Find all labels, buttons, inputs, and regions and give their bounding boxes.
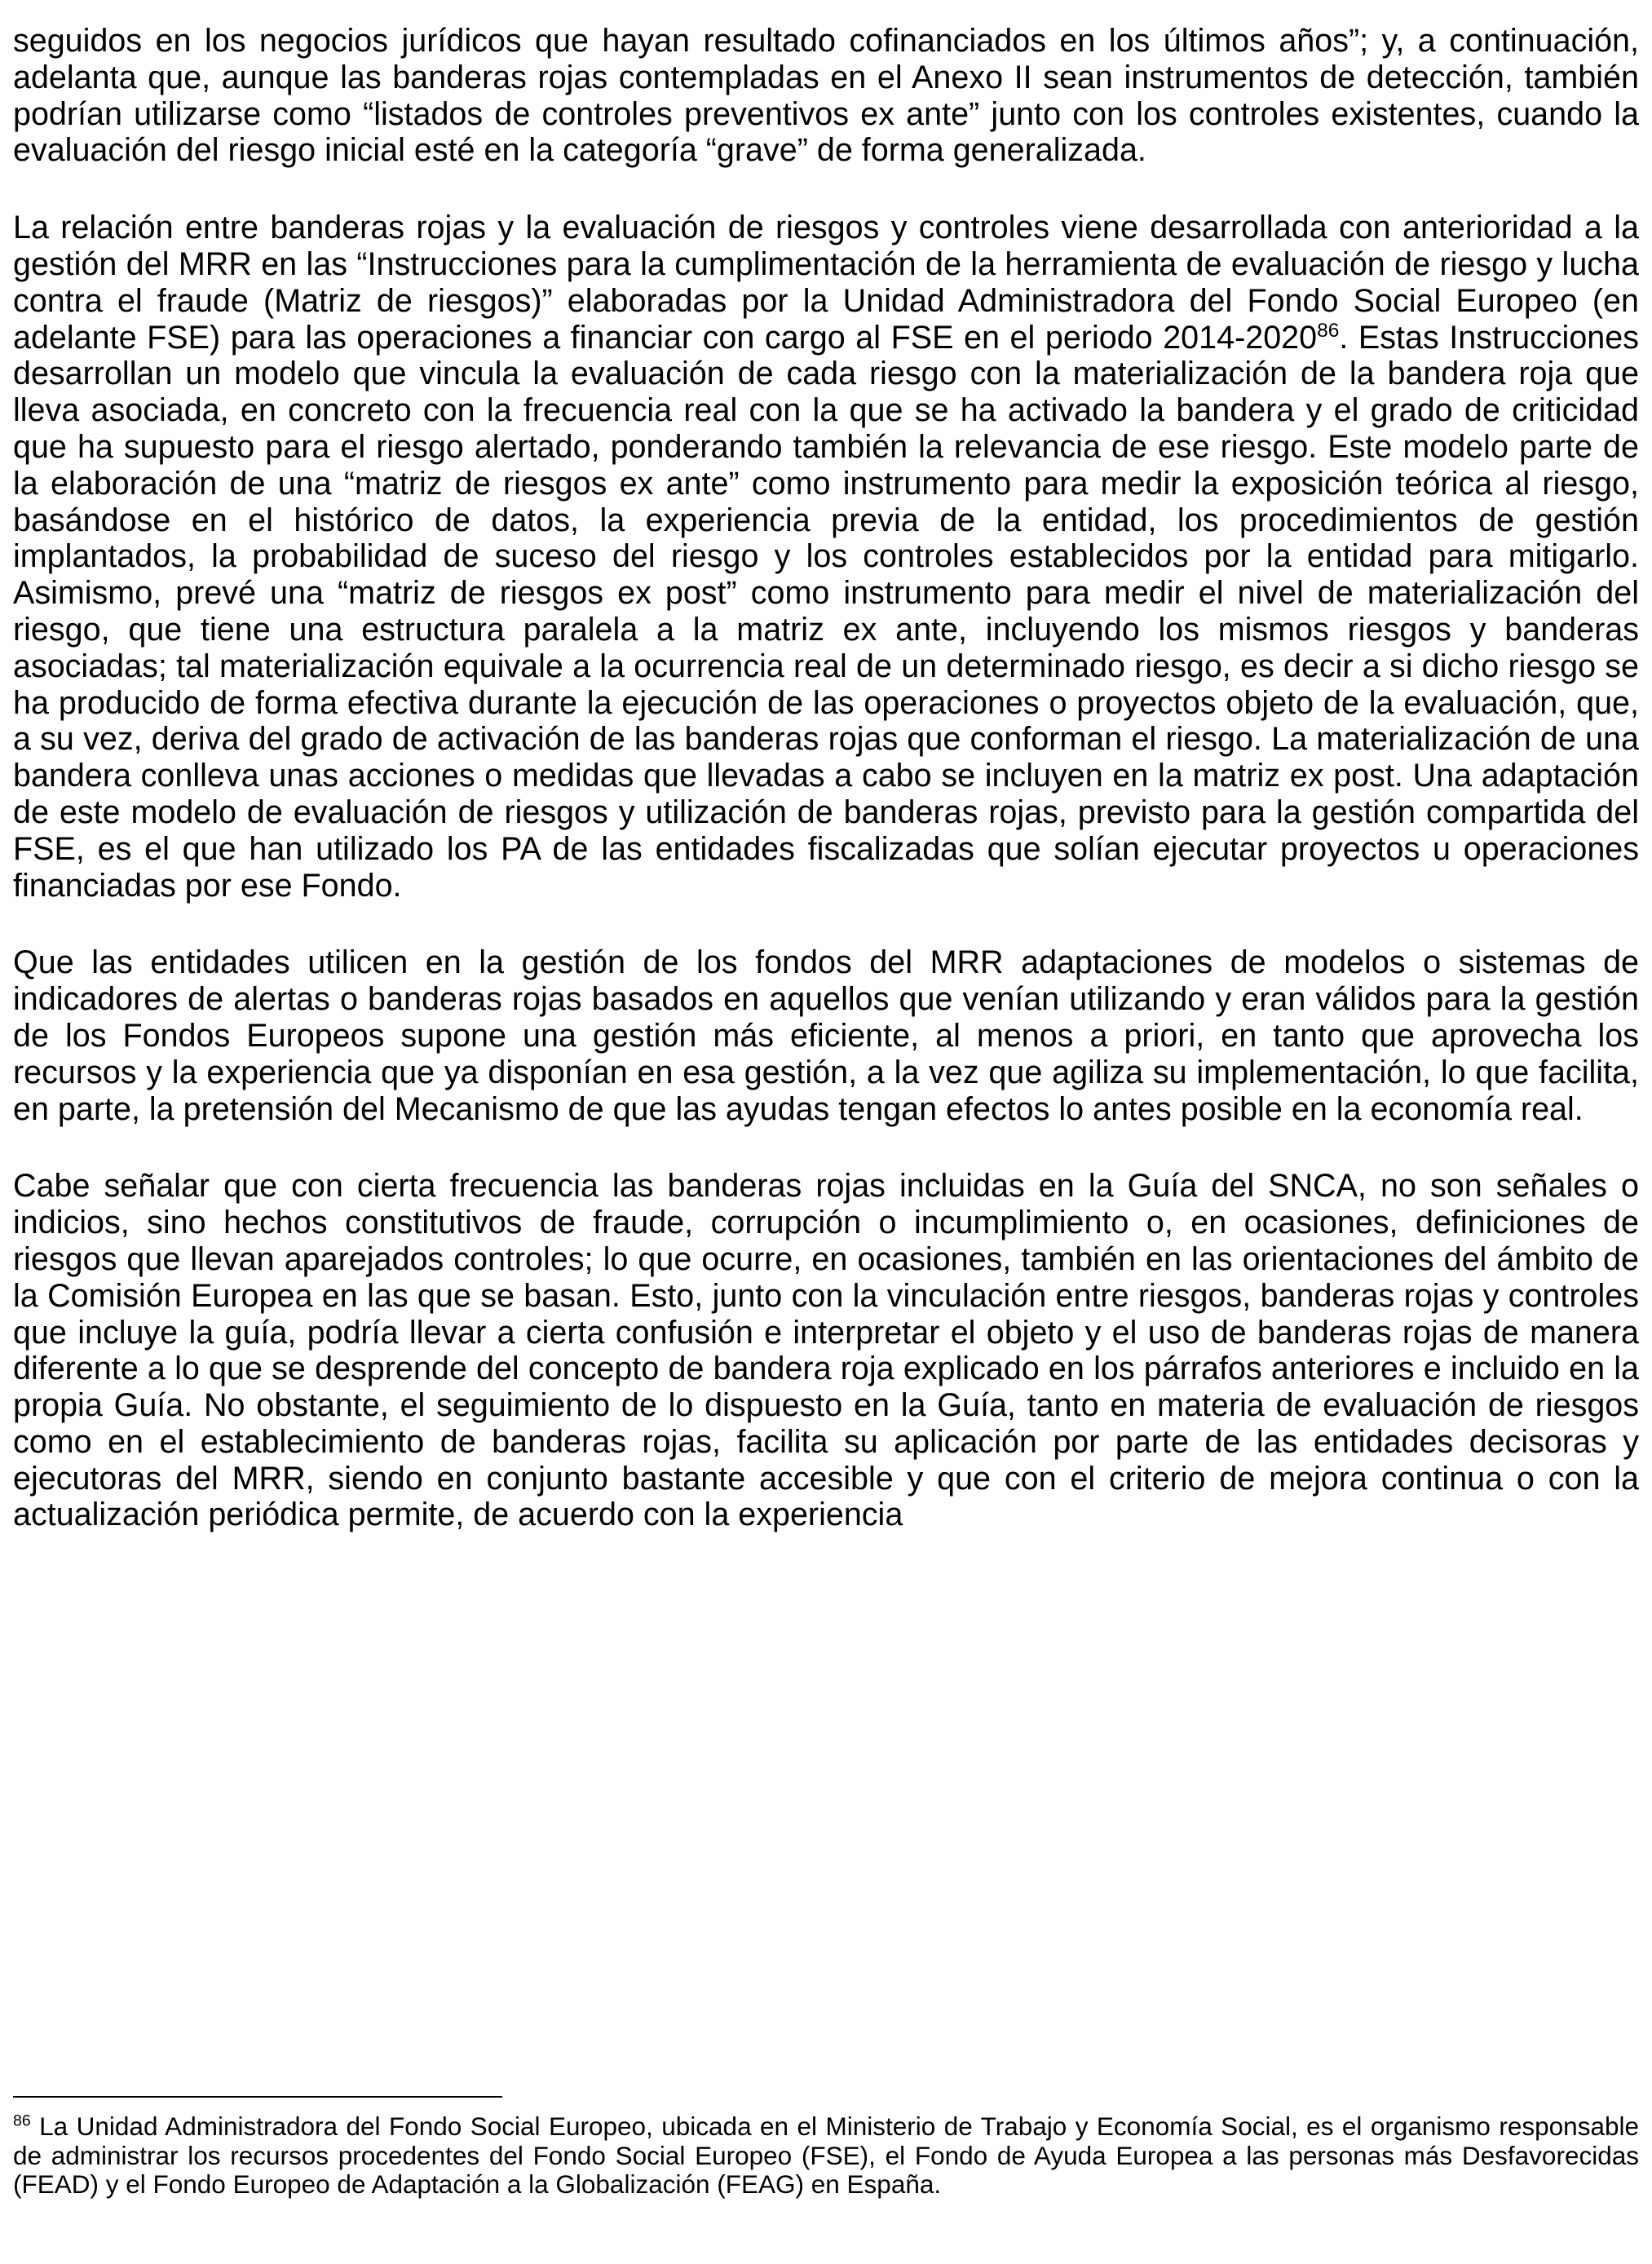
paragraph-2-text-end: . Estas Instrucciones desarrollan un modelo que vincula la evaluación de cada riesgo con la materialización de la bandera roja que lleva asociada, en concreto con la frecuencia real con la que se ha activado la bandera y el grado de criticidad que ha supuesto para el riesgo alertado, ponderando también la relevancia de ese riesgo. Este modelo parte de la elaboración de una “matriz de riesgos ex ante” como instrumento para medir la exposición teórica al riesgo, basándose en el histórico de datos, la experiencia previa de la entidad, los procedimientos de gestión implantados, la probabilidad de suceso del riesgo y los controles establecidos por la entidad para mitigarlo. Asimismo, prevé una “matriz de riesgos ex post” como instrumento para medir el nivel de materialización del riesgo, que tiene una estructura paralela a la matriz ex ante, incluyendo los mismos riesgos y banderas asociadas; tal materialización equivale a la ocurrencia real de un determinado riesgo, es decir a si dicho riesgo se ha producido de forma efectiva durante la ejecución de las operaciones o proyectos objeto de la evaluación, que, a su vez, deriva del grado de activación de las banderas rojas que conforman el riesgo. La materialización de una bandera conlleva unas acciones o medidas que llevadas a cabo se incluyen en la matriz ex post. Una adaptación de este modelo de evaluación de riesgos y utilización de banderas rojas, previsto para la gestión compartida del FSE, es el que han utilizado los PA de las entidades fiscalizadas que solían ejecutar proyectos u operaciones financiadas por ese Fondo.: [13, 319, 1639, 904]
paragraph-3: Que las entidades utilicen en la gestión de los fondos del MRR adaptaciones de modelos o sistemas de indicadores de alertas o banderas rojas basados en aquellos que venían utilizando y eran válidos para la gestión de los Fondos Europeos supone una gestión más eficiente, al menos a priori, en tanto que aprovecha los recursos y la experiencia que ya disponían en esa gestión, a la vez que agiliza su implementación, lo que facilita, en parte, la pretensión del Mecanismo de que las ayudas tengan efectos lo antes posible en la economía real.: [13, 944, 1639, 1127]
footnote: [13, 2112, 1639, 2200]
footnote-text: La Unidad Administradora del Fondo Social Europeo, ubicada en el Ministerio de Trabajo y Economía Social, es el organismo responsable de administrar los recursos procedentes del Fondo Social Europeo (FSE), el Fondo de Ayuda Europea a las personas más Desfavorecidas (FEAD) y el Fondo Europeo de Adaptación a la Globalización (FEAG) en España.: [13, 2111, 1639, 2199]
paragraph-4: Cabe señalar que con cierta frecuencia las banderas rojas incluidas en la Guía del SNCA, no son señales o indicios, sino hechos constitutivos de fraude, corrupción o incumplimiento o, en ocasiones, definiciones de riesgos que llevan aparejados controles; lo que ocurre, en ocasiones, también en las orientaciones del ámbito de la Comisión Europea en las que se basan. Esto, junto con la vinculación entre riesgos, banderas rojas y controles que incluye la guía, podría llevar a cierta confusión e interpretar el objeto y el uso de banderas rojas de manera diferente a lo que se desprende del concepto de bandera roja explicado en los párrafos anteriores e incluido en la propia Guía. No obstante, el seguimiento de lo dispuesto en la Guía, tanto en materia de evaluación de riesgos como en el establecimiento de banderas rojas, facilita su aplicación por parte de las entidades decisoras y ejecutoras del MRR, siendo en conjunto bastante accesible y que con el criterio de mejora continua o con la actualización periódica permite, de acuerdo con la experiencia: [13, 1168, 1639, 1533]
paragraph-2-text-start: La relación entre banderas rojas y la evaluación de riesgos y controles viene desarrollada con anterioridad a la gestión del MRR en las “Instrucciones para la cumplimentación de la herramienta de evaluación de riesgo y lucha contra el fraude (Matriz de riesgos)” elaboradas por la Unidad Administradora del Fondo Social Europeo (en adelante FSE) para las operaciones a financiar con cargo al FSE en el periodo 2014-2020: [13, 210, 1639, 356]
footnote-reference[interactable]: 86: [1317, 319, 1340, 342]
document-body: [13, 23, 1639, 1574]
paragraph-1: seguidos en los negocios jurídicos que hayan resultado cofinanciados en los últimos años”; y, a continuación, adelanta que, aunque las banderas rojas contempladas en el Anexo II sean instrumentos de detección, también podrían utilizarse como “listados de controles preventivos ex ante” junto con los controles existentes, cuando la evaluación del riesgo inicial esté en la categoría “grave” de forma generalizada.: [13, 23, 1639, 169]
paragraph-2: [13, 210, 1639, 904]
footnote-number: 86: [13, 2111, 31, 2130]
footnote-separator: [13, 2096, 502, 2098]
